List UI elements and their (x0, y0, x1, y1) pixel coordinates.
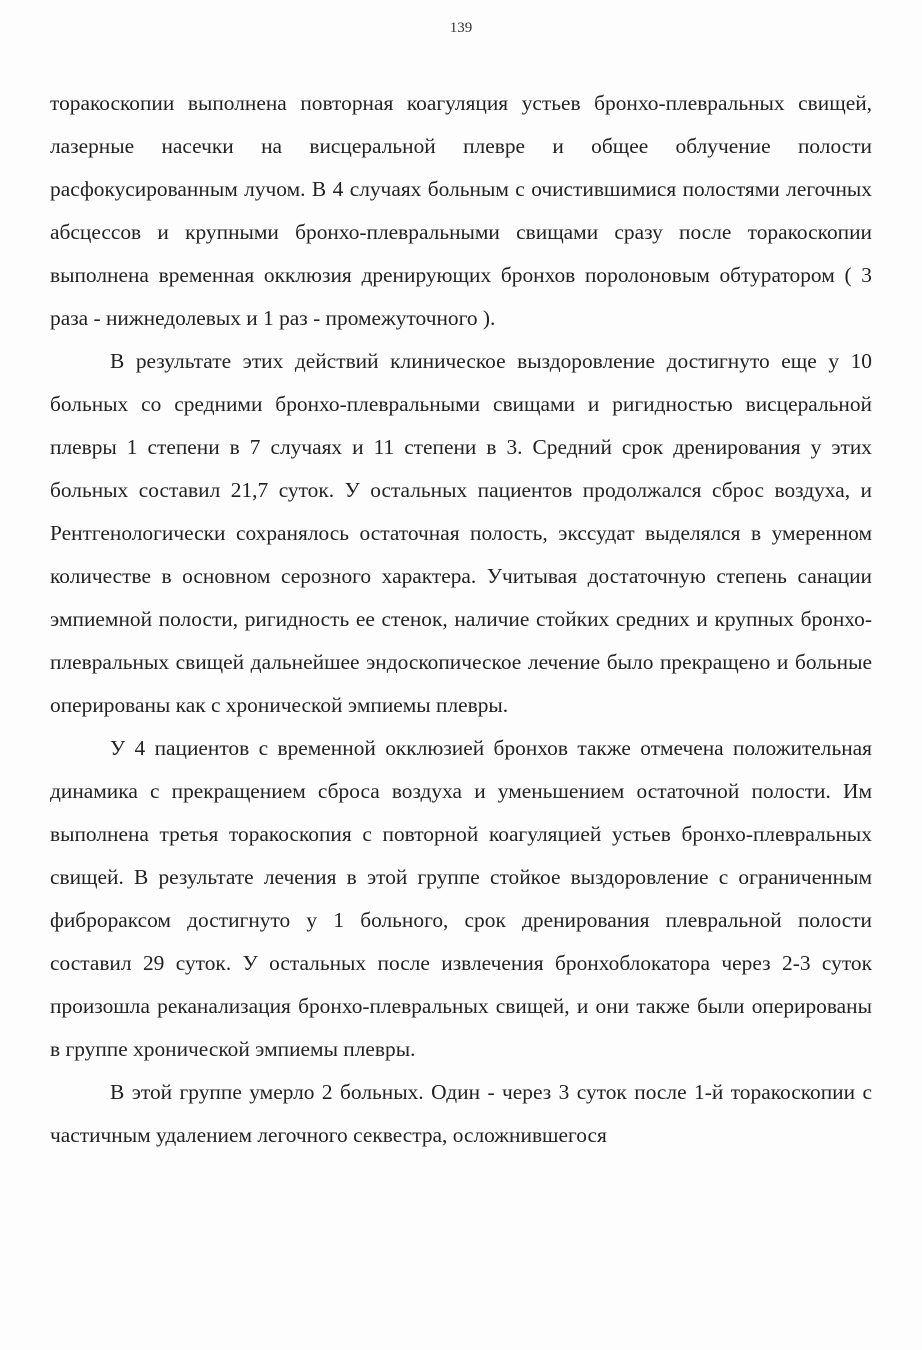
paragraph-2: В результате этих действий клиническое выздоровление достигнуто еще у 10 больных со средними бронхо-плевральными свищами и ригидностью висцеральной плевры 1 степени в 7 случаях и 11 степени в 3. Средний срок дренирования у этих больных составил 21,7 суток. У остальных пациентов продолжался сброс воздуха, и Рентгенологически сохранялось остаточная полость, экссудат выделялся в умеренном количестве в основном серозного характера. Учитывая достаточную степень санации эмпиемной полости, ригидность ее стенок, наличие стойких средних и крупных бронхо-плевральных свищей дальнейшее эндоскопическое лечение было прекращено и больные оперированы как с хронической эмпиемы плевры. (50, 349, 872, 717)
document-body (50, 82, 872, 1157)
paragraph-4: В этой группе умерло 2 больных. Один - через 3 суток после 1-й торакоскопии с частичным удалением легочного секвестра, осложнившегося (50, 1080, 872, 1147)
paragraph-1: торакоскопии выполнена повторная коагуляция устьев бронхо-плевральных свищей, лазерные насечки на висцеральной плевре и общее облучение полости расфокусированным лучом. В 4 случаях больным с очистившимися полостями легочных абсцессов и крупными бронхо-плевральными свищами сразу после торакоскопии выполнена временная окклюзия дренирующих бронхов поролоновым обтуратором ( 3 раза - нижнедолевых и 1 раз - промежуточного ). (50, 91, 872, 330)
paragraph-3: У 4 пациентов с временной окклюзией бронхов также отмечена положительная динамика с прекращением сброса воздуха и уменьшением остаточной полости. Им выполнена третья торакоскопия с повторной коагуляцией устьев бронхо-плевральных свищей. В результате лечения в этой группе стойкое выздоровление с ограниченным фиброраксом достигнуто у 1 больного, срок дренирования плевральной полости составил 29 суток. У остальных после извлечения бронхоблокатора через 2-3 суток произошла реканализация бронхо-плевральных свищей, и они также были оперированы в группе хронической эмпиемы плевры. (50, 736, 872, 1061)
page-number: 139 (449, 20, 473, 36)
